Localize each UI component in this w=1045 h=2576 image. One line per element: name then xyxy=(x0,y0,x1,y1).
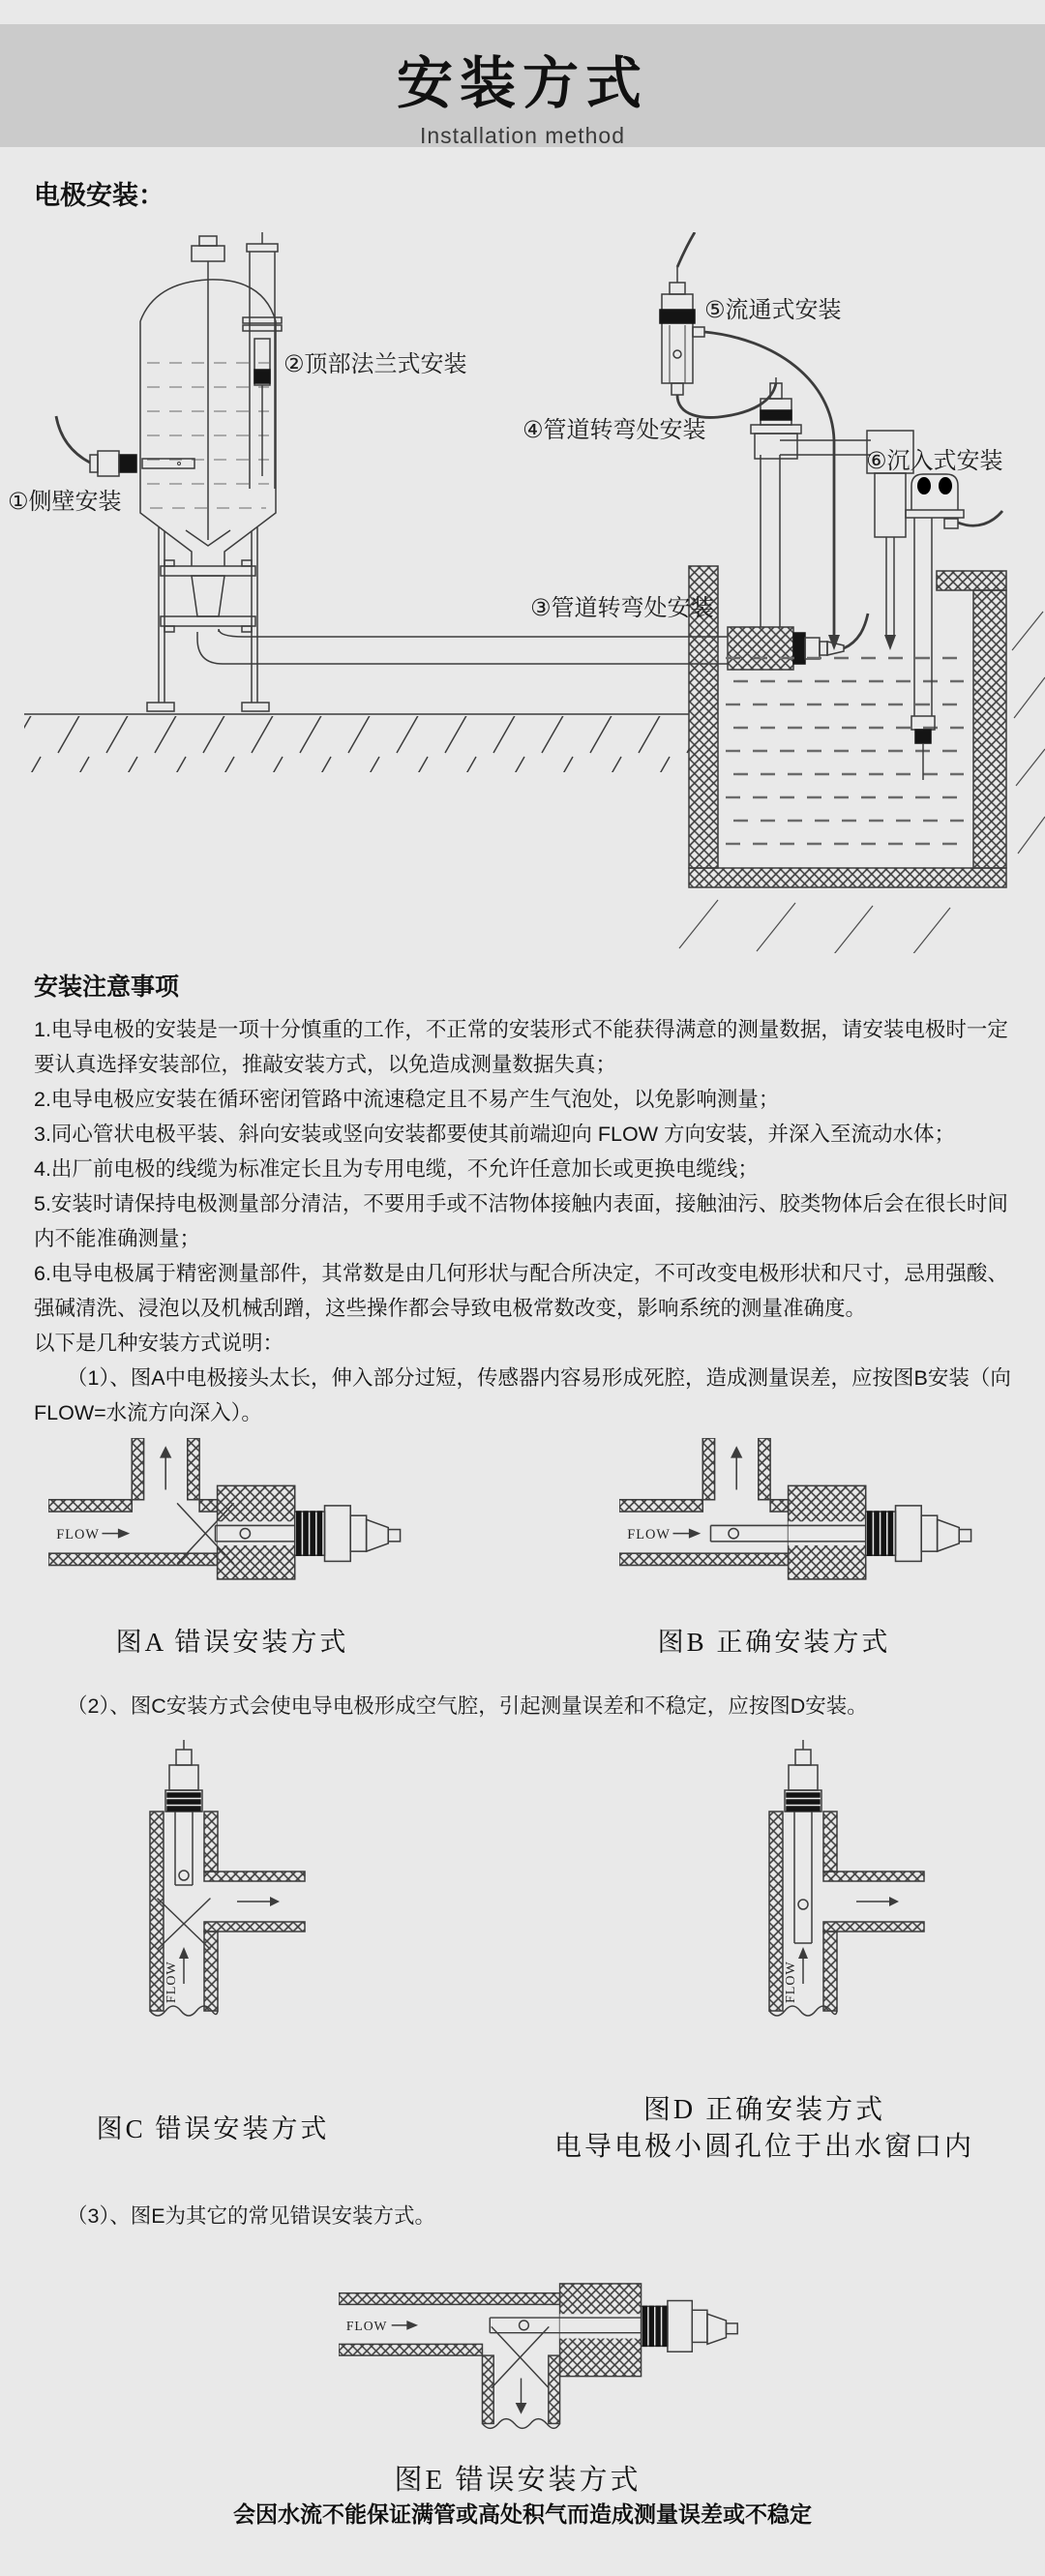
figure-b-drawing xyxy=(619,1438,987,1617)
tank xyxy=(140,236,728,711)
figure-b xyxy=(619,1438,987,1622)
sunken-pit xyxy=(679,566,1045,953)
electrode-installation-drawing xyxy=(0,232,1045,953)
note-item: 5.安装时请保持电极测量部分清洁，不要用手或不洁物体接触内表面，接触油污、胶类物体后会在很长时间内不能准确测量； xyxy=(34,1192,1008,1250)
figure-a-drawing xyxy=(48,1438,416,1617)
riser-tee-electrode-4 xyxy=(751,377,871,627)
note-item: 4.出厂前电极的线缆为标准定长且为专用电缆，不允许任意加长或更换电缆线； xyxy=(34,1157,759,1181)
flow-label: FLOW xyxy=(345,2318,388,2333)
note-point-2: （2）、图C安装方式会使电导电极形成空气腔，引起测量误差和不稳定，应按图D安装。 xyxy=(67,1694,868,1718)
mixer xyxy=(186,236,230,546)
pipe-elbow-electrode-3 xyxy=(728,614,868,670)
notes-heading: 安装注意事项 xyxy=(34,973,180,1001)
page-subtitle: Installation method xyxy=(419,123,626,148)
figure-c-caption: 图C 错误安装方式 xyxy=(96,2114,330,2143)
label-pipe-bend-install-4: ④管道转弯处安装 xyxy=(522,417,706,443)
main-installation-diagram xyxy=(0,232,1045,953)
figure-b-caption: 图B 正确安装方式 xyxy=(657,1628,891,1657)
flow-label: FLOW xyxy=(164,1961,179,2003)
figure-c-drawing xyxy=(87,1740,339,2030)
note-item: 1.电导电极的安装是一项十分慎重的工作，不正常的安装形式不能获得满意的测量数据，请安装电极时一定要认真选择安装部位，推敲安装方式，以免造成测量数据失真； xyxy=(34,1018,1008,1076)
label-flow-through-install: ⑤流通式安装 xyxy=(704,297,842,323)
electrode-install-heading: 电极安装： xyxy=(34,181,164,210)
figure-e-drawing xyxy=(339,2264,745,2458)
figure-d-drawing xyxy=(706,1740,958,2030)
ground xyxy=(24,714,689,772)
label-top-flange-install: ②顶部法兰式安装 xyxy=(284,351,467,377)
label-side-wall-install: ①侧壁安装 xyxy=(8,489,122,515)
page-title: 安装方式 xyxy=(396,52,648,115)
header-banner xyxy=(0,24,1045,147)
note-item: 6.电导电极属于精密测量部件，其常数是由几何形状与配合所决定，不可改变电极形状和尺寸，忌用强酸、强碱清洗、浸泡以及机械刮蹭，这些操作都会导致电极常数改变，影响系统的测量准确度。 xyxy=(34,1262,1008,1320)
figure-c xyxy=(87,1740,339,2035)
figure-d-caption: 图D 正确安装方式 xyxy=(642,2095,886,2125)
note-point-3: （3）、图E为其它的常见错误安装方式。 xyxy=(67,2204,436,2228)
figure-e xyxy=(339,2264,745,2463)
figure-e-warning: 会因水流不能保证满管或高处积气而造成测量误差或不稳定 xyxy=(233,2501,812,2527)
label-submersion-install: ⑥沉入式安装 xyxy=(866,448,1003,474)
figure-d-caption-note: 电导电极小圆孔位于出水窗口内 xyxy=(553,2132,974,2162)
note-item: 2.电导电极应安装在循环密闭管路中流速稳定且不易产生气泡处，以免影响测量； xyxy=(34,1088,780,1111)
figure-e-caption: 图E 错误安装方式 xyxy=(394,2465,642,2496)
figure-a-caption: 图A 错误安装方式 xyxy=(115,1628,349,1657)
flow-label: FLOW xyxy=(56,1526,101,1543)
side-wall-electrode xyxy=(56,416,194,476)
note-point-1: （1）、图A中电极接头太长，伸入部分过短，传感器内容易形成死腔，造成测量误差，应按图B安装（向FLOW=水流方向深入）。 xyxy=(34,1366,1011,1424)
notes-outro: 以下是几种安装方式说明： xyxy=(34,1332,284,1355)
wrong-x-mark xyxy=(158,1899,210,1949)
wrong-x-mark xyxy=(492,2327,549,2388)
label-pipe-bend-install-3: ③管道转弯处安装 xyxy=(530,595,714,621)
bottom-valve xyxy=(161,560,255,632)
flow-label: FLOW xyxy=(627,1526,672,1543)
flow-label: FLOW xyxy=(784,1961,798,2003)
notes-body xyxy=(34,1012,1017,1430)
figure-a xyxy=(48,1438,416,1622)
figure-d xyxy=(706,1740,958,2035)
note-item: 3.同心管状电极平装、斜向安装或竖向安装都要使其前端迎向 FLOW 方向安装，并深入至流动水体； xyxy=(34,1123,955,1146)
bottom-pipe xyxy=(197,629,728,664)
